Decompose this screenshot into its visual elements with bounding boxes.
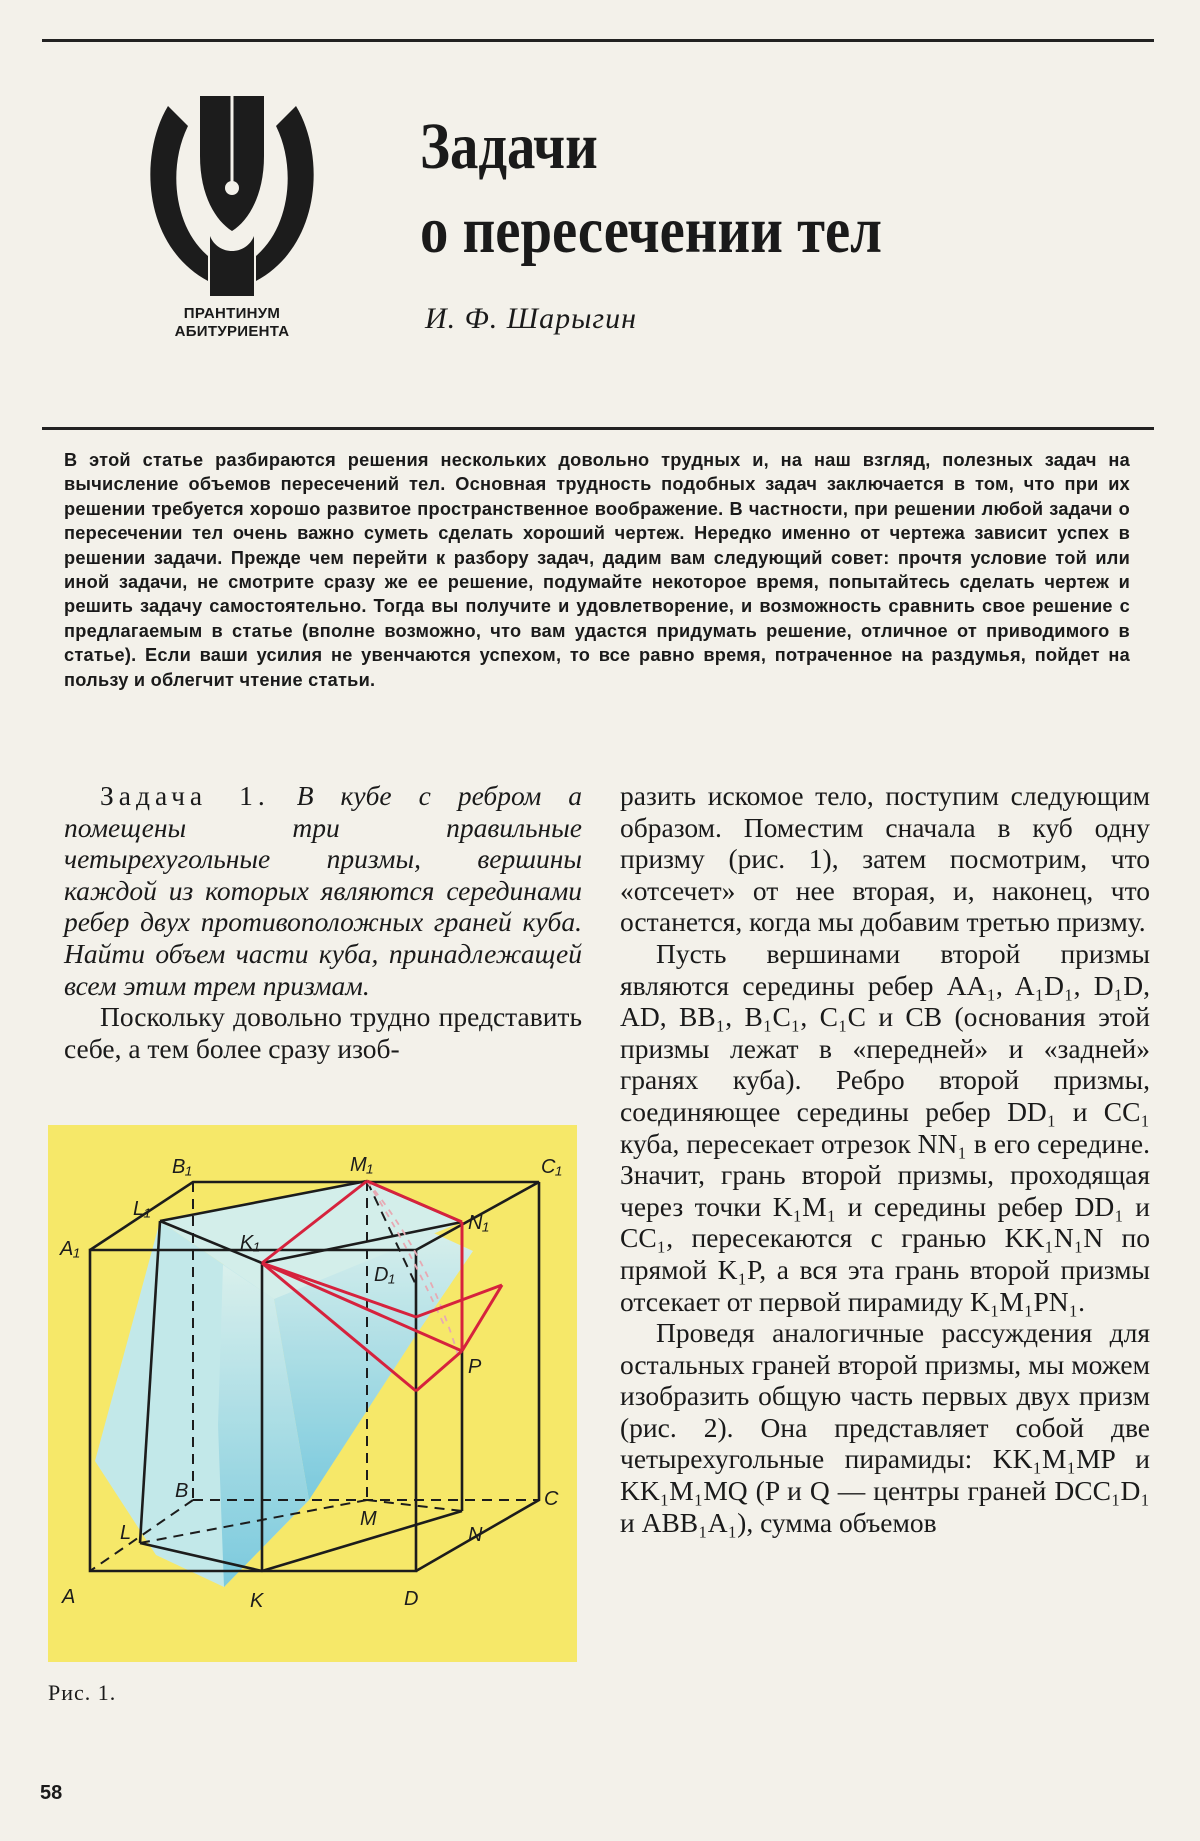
title-line-2: о пересечении тел (420, 194, 883, 267)
figure-cube-prisms (48, 1125, 577, 1662)
article-title (420, 105, 882, 273)
abstract: В этой статье разбираются решения нескольких довольно трудных и, на наш взгляд, полезных задач на вычисление объемов пересечений тел. Основная трудность подобных задач заключается в том, что при их решении требуется хорошо развитое пространственное воображение. В частности, при решении любой задачи о пересечении тел очень важно суметь сделать хороший чертеж. Нередко именно от чертежа зависит успех в решении задачи. Прежде чем перейти к разбору задач, дадим вам следующий совет: прочтя условие той или иной задачи, не смотрите сразу же ее решение, подумайте некоторое время, попытайтесь сделать чертеж и решить задачу самостоятельно. Тогда вы получите и удовлетворение, и возможность сравнить свое решение с предлагаемым в статье (вполне возможно, что вам удастся придумать решение, отличное от приводимого в статье). Если ваши усилия не увенчаются успехом, то все равно время, потраченное на раздумья, пойдет на пользу и облегчит чтение статьи. (64, 450, 1130, 690)
label-D: D (404, 1588, 419, 1610)
label-P: P (468, 1356, 482, 1378)
logo-caption-line-1: ПРАНТИНУМ (183, 305, 281, 322)
label-B1: B₁ (172, 1156, 192, 1178)
right-paragraph-3: Проведя аналогичные рассуждения для остальных граней второй призмы, мы можем изобразить общую часть первых двух призм (рис. 2). Она представляет собой две четырехугольные пирамиды: KK₁M₁MP и KK₁M₁MQ (P и Q — центры граней DCC₁D₁ и ABB₁A₁), сумма объемов (620, 1317, 1150, 1538)
logo-caption (138, 305, 326, 341)
label-L: L (120, 1522, 132, 1544)
label-L1: L₁ (133, 1198, 151, 1220)
section-rule (42, 427, 1154, 430)
right-column (620, 780, 1150, 1538)
title-line-1: Задачи (420, 110, 598, 183)
figure-caption: Рис. 1. (48, 1680, 117, 1705)
label-A1: A₁ (60, 1238, 80, 1260)
label-D1: D₁ (374, 1264, 395, 1286)
label-K: K (250, 1590, 264, 1612)
left-paragraph: Поскольку довольно трудно представить себе, а тем более сразу изоб- (64, 1001, 582, 1064)
problem-label: Задача 1. (100, 780, 270, 811)
label-N1: N₁ (468, 1212, 489, 1234)
practicum-logo (148, 96, 316, 296)
page-number: 58 (40, 1782, 63, 1804)
right-paragraph-1: разить искомое тело, поступим следующим образом. Поместим сначала в куб одну призму (рис. 1), затем посмотрим, что «отсечет» от нее вторая, и, наконец, что останется, когда мы добавим третью призму. (620, 780, 1150, 938)
label-M1: M₁ (350, 1154, 373, 1176)
label-K1: K₁ (240, 1232, 260, 1254)
author: И. Ф. Шарыгин (425, 302, 637, 335)
top-rule (42, 39, 1154, 42)
label-C1: C₁ (541, 1156, 562, 1178)
right-paragraph-2: Пусть вершинами второй призмы являются середины ребер AA₁, A₁D₁, D₁D, AD, BB₁, B₁C₁, C₁C и CB (основания этой призмы лежат в «передней» и «задней» гранях куба). Ребро второй призмы, соединяющее середины ребер DD₁ и CC₁ куба, пересекает отрезок NN₁ в его середине. Значит, грань второй призмы, проходящая через точки K₁M₁ и середины ребер DD₁ и CC₁, пересекаются с гранью KK₁N₁N по прямой K₁P, а вся эта грань второй призмы отсекает от первой пирамиду K₁M₁PN₁. (620, 937, 1150, 1317)
label-C: C (544, 1488, 559, 1510)
label-B: B (175, 1480, 189, 1502)
problem-statement: В кубе с ребром a помещены три правильные четырехугольные призмы, вершины каждой из которых являются серединами ребер двух противоположных граней куба. Найти объем части куба, принадлежащей всем этим трем призмам. (64, 780, 582, 1001)
label-A: A (62, 1586, 76, 1608)
logo-caption-line-2: АБИТУРИЕНТА (174, 323, 290, 340)
left-column (64, 780, 582, 1064)
label-M: M (360, 1508, 377, 1530)
label-N: N (468, 1524, 483, 1546)
